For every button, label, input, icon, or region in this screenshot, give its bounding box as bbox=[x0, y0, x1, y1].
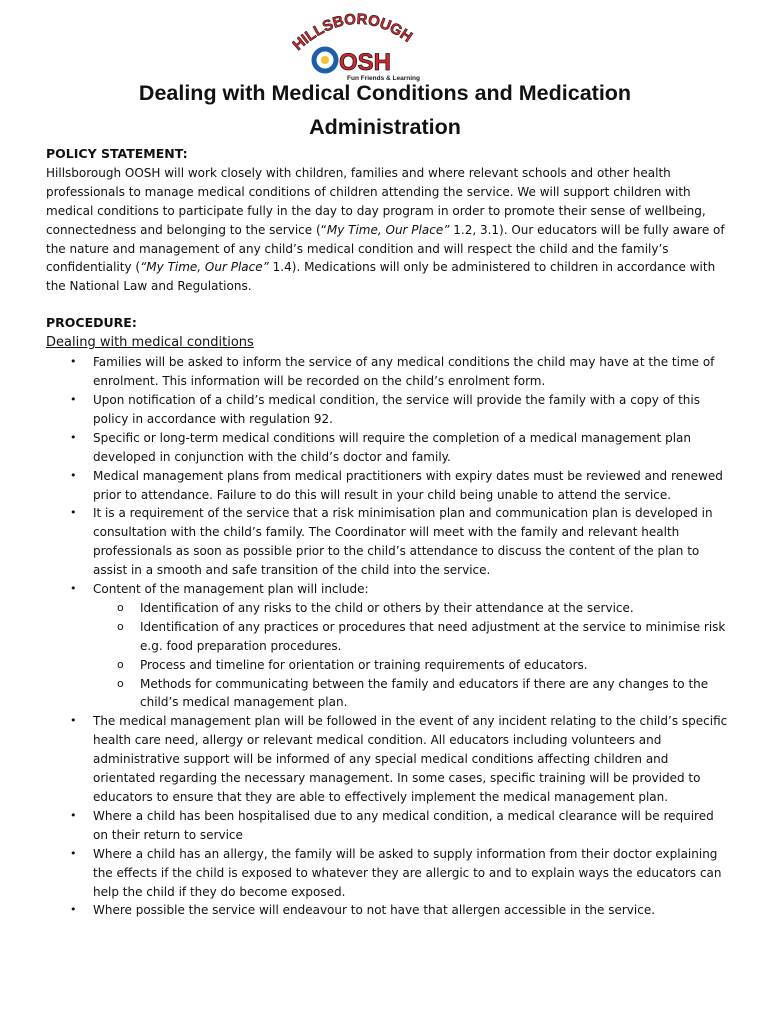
bullet-glyph: • bbox=[70, 846, 77, 860]
sub-list-item: o Identification of any practices or procedures that need adjustment at the service to minimise risk e.g. food preparation procedures. bbox=[117, 619, 726, 653]
procedure-subheading: Dealing with medical conditions bbox=[46, 335, 254, 351]
logo-tagline: Fun Friends & Learning bbox=[347, 75, 420, 82]
list-item: • The medical management plan will be followed in the event of any incident relating to the child’s specific health care need, allergy or relevant medical condition. All educators including volunteers and administrative support will be informed of any special medical conditions affecting children and orientated regarding the necessary management. In some cases, specific training will be provided to educators to ensure that they are able to effectively implement the medical management plan. bbox=[70, 714, 728, 804]
logo-ring-inner bbox=[321, 56, 329, 64]
sub-list-item: o Process and timeline for orientation or training requirements of educators. bbox=[93, 656, 728, 675]
document-body bbox=[46, 145, 728, 920]
title-line-2: Administration bbox=[309, 115, 461, 139]
hillsborough-oosh-logo bbox=[285, 6, 425, 82]
procedure-list bbox=[46, 353, 728, 920]
list-item: • Specific or long-term medical conditions will require the completion of a medical management plan developed in conjunction with the child’s doctor and family. bbox=[70, 430, 691, 464]
bullet-glyph: • bbox=[70, 355, 77, 369]
list-item: • Medical management plans from medical practitioners with expiry dates must be reviewed and renewed prior to attendance. Failure to do this will result in your child being unable to attend the service. bbox=[70, 468, 723, 502]
list-item: • Where possible the service will endeavour to not have that allergen accessible in the service. bbox=[46, 901, 728, 920]
bullet-glyph: • bbox=[70, 808, 77, 822]
bullet-glyph: • bbox=[70, 582, 77, 596]
page-title bbox=[0, 76, 770, 144]
logo-graphic bbox=[285, 6, 425, 82]
logo-main-text: OSH bbox=[339, 49, 392, 76]
sub-bullet-glyph: o bbox=[117, 619, 124, 633]
list-item: • It is a requirement of the service that a risk minimisation plan and communication plan is developed in consultation with the child’s family. The Coordinator will meet with the family and relevant health professionals as soon as possible prior to the child’s attendance to discuss the content of the plan to assist in a smooth and safe transition of the child into the service. bbox=[70, 506, 713, 578]
bullet-glyph: • bbox=[70, 392, 77, 406]
list-item: • Families will be asked to inform the service of any medical conditions the child may have at the time of enrolment. This information will be recorded on the child’s enrolment form. bbox=[70, 355, 715, 389]
policy-statement: Hillsborough OOSH will work closely with children, families and where relevant schools and other health professionals to manage medical conditions of children attending the service. We will support children with medical conditions to participate fully in the day to day program in order to promote their sense of wellbeing, connectedness and belonging to the service (“My Time, Our Place” 1.2, 3.1). Our educators will be fully aware of the nature and management of any child’s medical condition and will respect the child and the family’s confidentiality (“My Time, Our Place” 1.4). Medications will only be administered to children in accordance with the National Law and Regulations. bbox=[46, 165, 725, 294]
bullet-glyph: • bbox=[70, 903, 77, 917]
policy-heading: POLICY STATEMENT: bbox=[46, 146, 188, 161]
bullet-glyph: • bbox=[70, 506, 77, 520]
sub-bullet-glyph: o bbox=[117, 676, 124, 690]
section-spacer bbox=[46, 296, 728, 314]
sub-list-item: o Identification of any risks to the child or others by their attendance at the service. bbox=[93, 599, 728, 618]
procedure-heading: PROCEDURE: bbox=[46, 315, 137, 331]
sub-list-item: o Methods for communicating between the family and educators if there are any changes to the child’s medical management plan. bbox=[117, 676, 709, 710]
bullet-glyph: • bbox=[70, 430, 77, 444]
bullet-glyph: • bbox=[70, 714, 77, 728]
list-item: • Where a child has been hospitalised due to any medical condition, a medical clearance will be required on their return to service bbox=[70, 808, 714, 842]
sub-bullet-glyph: o bbox=[117, 657, 124, 671]
logo-arc-text: HILLSBOROUGH bbox=[289, 10, 416, 55]
list-item: • Content of the management plan will include: o Identification of any risks to the child or others by their attendance at the service. o Identification of any practices or procedures that need adjustment at the service to minimise risk e.g. food preparation procedures. o Process and timeline for orientation or training requirements of educators. o Methods for communicating between the family and educators if there are any changes to the child’s medical management plan. bbox=[46, 580, 728, 712]
list-item: • Upon notification of a child’s medical condition, the service will provide the family with a copy of this policy in accordance with regulation 92. bbox=[70, 392, 700, 426]
management-plan-sublist bbox=[93, 599, 728, 712]
title-line-1: Dealing with Medical Conditions and Medication bbox=[138, 81, 632, 105]
bullet-glyph: • bbox=[70, 468, 77, 482]
sub-bullet-glyph: o bbox=[117, 600, 124, 614]
list-item: • Where a child has an allergy, the family will be asked to supply information from their doctor explaining the effects if the child is exposed to whatever they are allergic to and to explain ways the educators can help the child if they do become exposed. bbox=[70, 846, 722, 899]
